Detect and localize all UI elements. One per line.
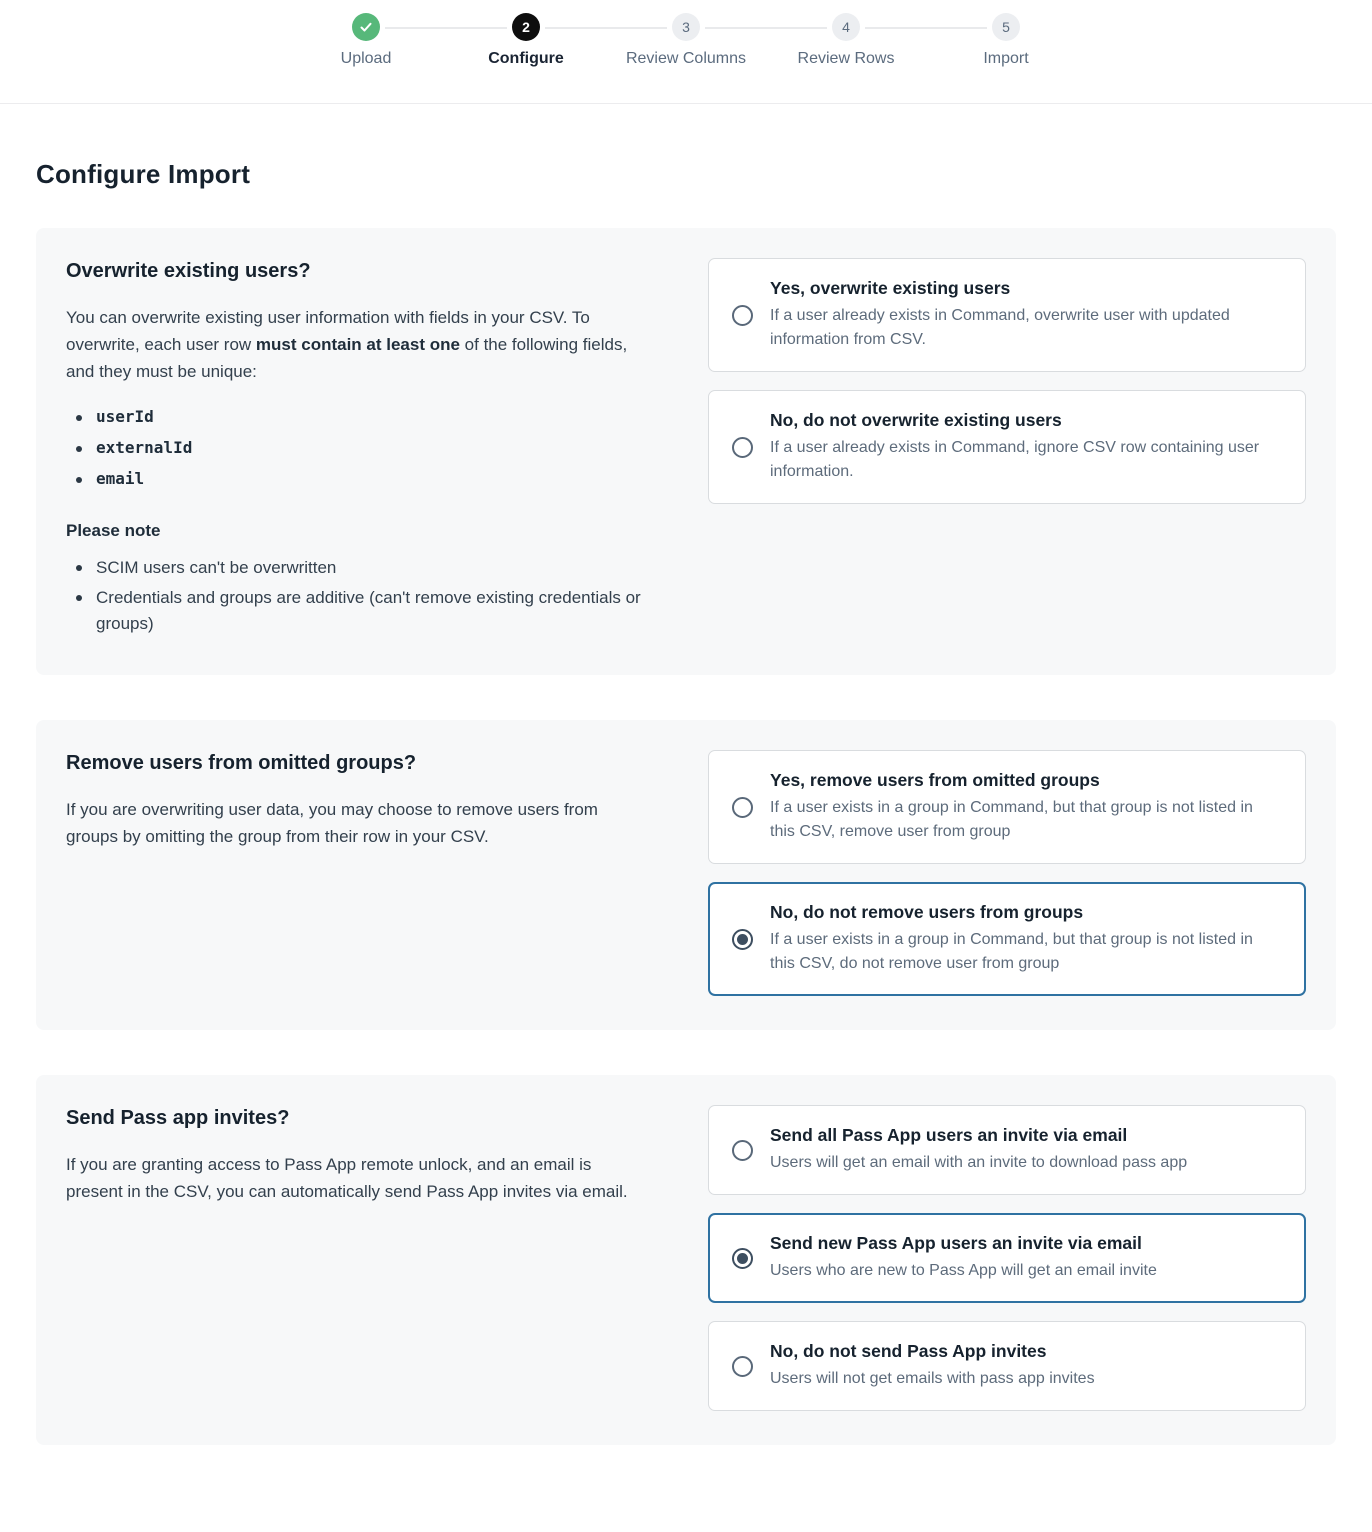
option-no-overwrite[interactable]: [708, 390, 1306, 504]
section-pass-heading: Send Pass app invites?: [66, 1107, 290, 1129]
list-item: email: [74, 467, 643, 491]
option-description: If a user already exists in Command, overwrite user with updated information from CSV.: [770, 307, 1230, 348]
step-review-columns-label: Review Columns: [625, 50, 747, 67]
wizard-header: [0, 0, 1372, 104]
section-pass-info: [66, 1105, 643, 1411]
unique-field-list: [74, 405, 643, 491]
option-text: [770, 1341, 1095, 1391]
page-title: Configure Import: [36, 159, 251, 189]
option-text: [770, 1233, 1157, 1283]
list-item: externalId: [74, 436, 643, 460]
section-overwrite-users: [36, 228, 1336, 675]
main-content: [0, 159, 1372, 1445]
radio-button[interactable]: [732, 1356, 753, 1377]
section-pass-options: [708, 1105, 1306, 1411]
option-title: No, do not remove users from groups: [770, 902, 1084, 922]
radio-button[interactable]: [732, 305, 753, 326]
option-title: Send new Pass App users an invite via email: [770, 1233, 1142, 1253]
option-title: Yes, remove users from omitted groups: [770, 770, 1100, 790]
radio-button[interactable]: [732, 797, 753, 818]
list-item: Credentials and groups are additive (can't remove existing credentials or groups): [74, 585, 643, 637]
section-overwrite-heading: Overwrite existing users?: [66, 260, 311, 282]
section-pass-description: If you are granting access to Pass App remote unlock, and an email is present in the CSV, you can automatically send Pass App invites via email.: [66, 1155, 628, 1201]
option-title: No, do not send Pass App invites: [770, 1341, 1047, 1361]
section-remove-options: [708, 750, 1306, 996]
description-bold-text: must contain at least one: [255, 335, 460, 354]
section-overwrite-info: [66, 258, 643, 641]
option-description: Users will get an email with an invite to download pass app: [770, 1154, 1188, 1171]
section-remove-description: If you are overwriting user data, you may choose to remove users from groups by omitting the group from their row in your CSV.: [66, 800, 598, 846]
check-icon: [359, 20, 373, 34]
step-review-rows-circle: 4: [832, 13, 860, 41]
section-remove-groups: [36, 720, 1336, 1030]
radio-button[interactable]: [732, 437, 753, 458]
step-upload-circle: [352, 13, 380, 41]
import-stepper: [286, 0, 1086, 103]
option-description: If a user already exists in Command, ignore CSV row containing user information.: [770, 439, 1260, 480]
option-text: [770, 278, 1282, 352]
step-import-circle: 5: [992, 13, 1020, 41]
section-overwrite-options: [708, 258, 1306, 641]
option-title: Send all Pass App users an invite via email: [770, 1125, 1128, 1145]
option-invite-all[interactable]: [708, 1105, 1306, 1195]
option-description: Users will not get emails with pass app invites: [770, 1370, 1095, 1387]
option-invite-new[interactable]: [708, 1213, 1306, 1303]
step-import-label: Import: [983, 50, 1029, 67]
option-text: [770, 770, 1282, 844]
step-upload-label: Upload: [340, 50, 392, 67]
list-item: userId: [74, 405, 643, 429]
step-review-columns-circle: 3: [672, 13, 700, 41]
option-no-remove-groups[interactable]: [708, 882, 1306, 996]
list-item: SCIM users can't be overwritten: [74, 555, 643, 581]
option-yes-overwrite[interactable]: [708, 258, 1306, 372]
step-review-rows-label: Review Rows: [797, 50, 895, 67]
option-title: No, do not overwrite existing users: [770, 410, 1062, 430]
step-import[interactable]: [926, 13, 1086, 103]
option-title: Yes, overwrite existing users: [770, 278, 1011, 298]
radio-button[interactable]: [732, 929, 753, 950]
section-remove-heading: Remove users from omitted groups?: [66, 752, 417, 774]
section-overwrite-description: You can overwrite existing user information with fields in your CSV. To overwrite, each user row must contain at least one of the following fields, and they must be unique:: [66, 308, 628, 381]
option-description: If a user exists in a group in Command, but that group is not listed in this CSV, remove user from group: [770, 799, 1253, 840]
radio-button[interactable]: [732, 1248, 753, 1269]
step-configure-label: Configure: [488, 50, 564, 67]
step-configure-circle: 2: [512, 13, 540, 41]
section-pass-invites: [36, 1075, 1336, 1445]
option-description: If a user exists in a group in Command, but that group is not listed in this CSV, do not remove user from group: [770, 931, 1253, 972]
please-note-heading: Please note: [66, 521, 161, 540]
option-text: [770, 902, 1282, 976]
option-invite-none[interactable]: [708, 1321, 1306, 1411]
please-note-list: [74, 555, 643, 637]
radio-button[interactable]: [732, 1140, 753, 1161]
section-remove-info: [66, 750, 643, 996]
option-yes-remove-groups[interactable]: [708, 750, 1306, 864]
option-text: [770, 410, 1282, 484]
option-description: Users who are new to Pass App will get an email invite: [770, 1262, 1157, 1279]
option-text: [770, 1125, 1187, 1175]
